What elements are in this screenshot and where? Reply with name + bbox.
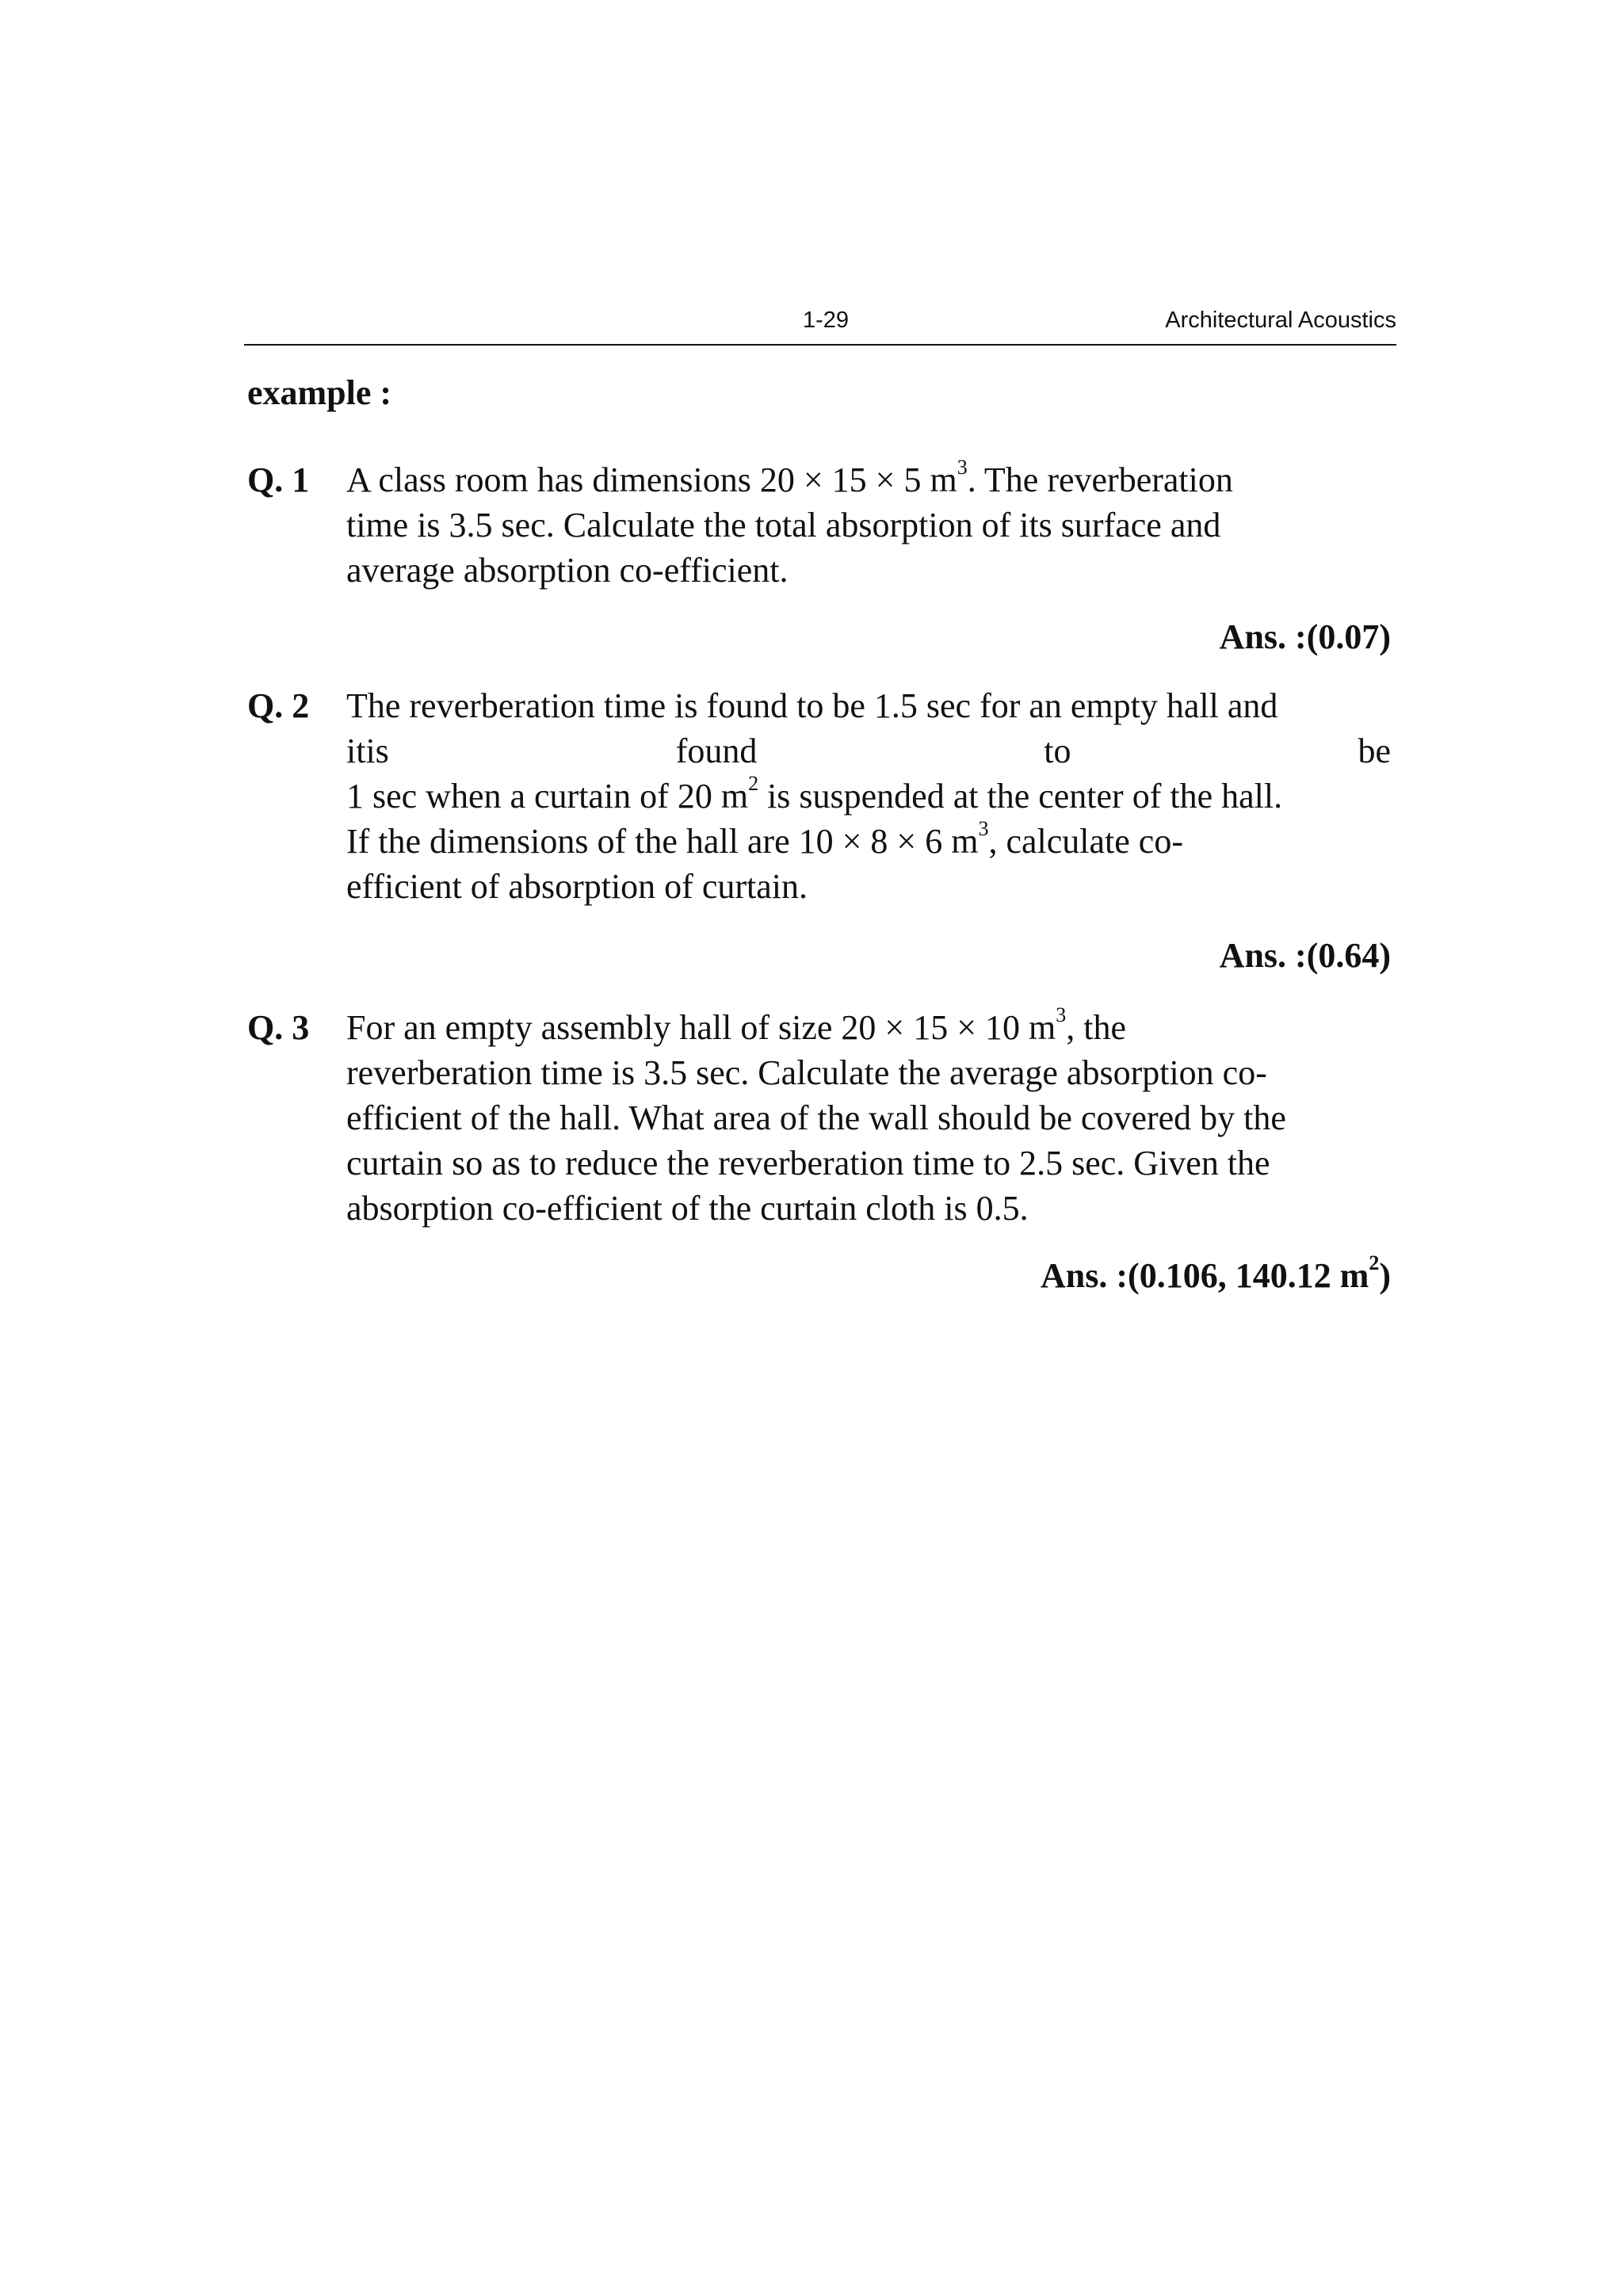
text-fragment: Ans. :(0.106, 140.12 m [1041,1256,1369,1295]
question-text [346,683,1391,909]
superscript: 2 [1369,1251,1380,1275]
text-line [346,457,1391,502]
word: found [675,732,758,770]
text-fragment: ) [1379,1256,1391,1295]
text-line: reverberation time is 3.5 sec. Calculate the average absorption co- [346,1053,1267,1092]
superscript: 3 [978,817,989,841]
answer-3 [1041,1251,1391,1296]
question-label: Q. 3 [247,1008,310,1047]
answer-2: Ans. :(0.64) [1219,936,1391,975]
text-line: efficient of the hall. What area of the wall should be covered by the [346,1098,1286,1137]
word: itis [346,732,389,770]
text-fragment: , the [1066,1008,1127,1047]
question-label: Q. 2 [247,686,310,725]
text-fragment: , calculate co- [988,822,1183,861]
superscript: 3 [1056,1003,1067,1027]
text-fragment: is suspended at the center of the hall. [758,777,1283,816]
text-line [346,819,1391,864]
page-number: 1-29 [803,308,850,333]
question-text [346,1005,1391,1231]
section-title: example : [247,373,392,412]
text-fragment: 1 sec when a curtain of 20 m [346,777,749,816]
text-line [346,774,1391,819]
text-fragment: For an empty assembly hall of size 20 × 15 × 10 m [346,1008,1056,1047]
superscript: 3 [957,456,968,479]
text-fragment: . The reverberation [967,460,1233,499]
word: to [1044,732,1071,770]
text-line: time is 3.5 sec. Calculate the total absorption of its surface and [346,506,1221,544]
text-line: efficient of absorption of curtain. [346,867,808,906]
text-line: curtain so as to reduce the reverberation time to 2.5 sec. Given the [346,1144,1270,1182]
running-title: Architectural Acoustics [1165,308,1396,333]
page-header [244,300,1396,346]
text-line: average absorption co-efficient. [346,551,789,590]
text-line: absorption co-efficient of the curtain cloth is 0.5. [346,1189,1029,1228]
text-line [346,1005,1391,1050]
question-text [346,457,1391,593]
text-line: The reverberation time is found to be 1.5 sec for an empty hall and [346,686,1278,725]
question-label: Q. 1 [247,460,310,499]
answer-1: Ans. :(0.07) [1219,617,1391,656]
text-fragment: A class room has dimensions 20 × 15 × 5 m [346,460,957,499]
text-line-justified [346,728,1391,774]
superscript: 2 [748,772,759,796]
word: be [1358,732,1391,770]
text-fragment: If the dimensions of the hall are 10 × 8 × 6 m [346,822,979,861]
